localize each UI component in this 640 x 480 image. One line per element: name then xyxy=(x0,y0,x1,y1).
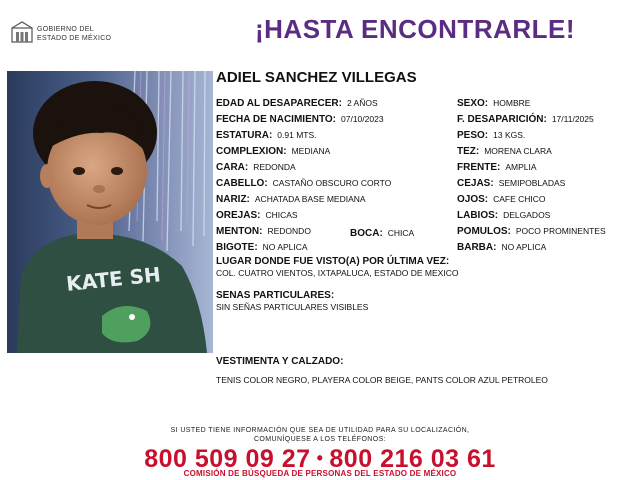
field-estatura: ESTATURA: 0.91 MTS. xyxy=(216,130,317,141)
field-labios: LABIOS: DELGADOS xyxy=(457,210,551,221)
distinguishing-marks-value: SIN SEÑAS PARTICULARES VISIBLES xyxy=(216,302,369,312)
government-logo xyxy=(10,20,120,48)
headline: ¡HASTA ENCONTRARLE! xyxy=(255,14,576,44)
distinguishing-marks-label: SENAS PARTICULARES: xyxy=(216,290,335,301)
commission-name: COMISIÓN DE BÚSQUEDA DE PERSONAS DEL ESTADO DE MÉXICO xyxy=(183,469,457,478)
field-peso: PESO: 13 KGS. xyxy=(457,130,526,141)
field-barba: BARBA: NO APLICA xyxy=(457,242,547,253)
field-orejas: OREJAS: CHICAS xyxy=(216,210,298,221)
state-emblem-icon xyxy=(10,20,34,44)
field-sexo: SEXO: HOMBRE xyxy=(457,98,531,109)
phone-number-1[interactable]: 800 509 09 27 xyxy=(144,445,311,473)
field-bigote: BIGOTE: NO APLICA xyxy=(216,242,308,253)
field-frente: FRENTE: AMPLIA xyxy=(457,162,537,173)
field-fecha-desaparicion: F. DESAPARICIÓN: 17/11/2025 xyxy=(457,114,594,125)
logo-line-1: GOBIERNO DEL xyxy=(37,26,94,33)
field-tez: TEZ: MORENA CLARA xyxy=(457,146,552,157)
shirt-print-text: KATE SH xyxy=(65,262,162,296)
field-cejas: CEJAS: SEMIPOBLADAS xyxy=(457,178,566,189)
clothing-label: VESTIMENTA Y CALZADO: xyxy=(216,356,344,367)
phone-separator: • xyxy=(316,448,324,468)
phone-number-2[interactable]: 800 216 03 61 xyxy=(329,445,496,473)
last-seen-value: COL. CUATRO VIENTOS, IXTAPALUCA, ESTADO DE MEXICO xyxy=(216,268,459,278)
field-edad: EDAD AL DESAPARECER: 2 AÑOS xyxy=(216,98,378,109)
footer-note-line-2: COMUNÍQUESE A LOS TELÉFONOS: xyxy=(253,436,387,443)
person-name: ADIEL SANCHEZ VILLEGAS xyxy=(216,69,417,86)
missing-person-photo xyxy=(7,71,213,353)
footer-note-line-1: SI USTED TIENE INFORMACIÓN QUE SEA DE UTILIDAD PARA SU LOCALIZACIÓN, xyxy=(170,427,470,434)
last-seen-label: LUGAR DONDE FUE VISTO(A) POR ÚLTIMA VEZ: xyxy=(216,256,450,267)
field-complexion: COMPLEXION: MEDIANA xyxy=(216,146,331,157)
field-boca: BOCA: CHICA xyxy=(350,228,415,239)
field-pomulos: POMULOS: POCO PROMINENTES xyxy=(457,226,606,237)
field-cabello: CABELLO: CASTAÑO OBSCURO CORTO xyxy=(216,178,392,189)
field-fecha-nacimiento: FECHA DE NACIMIENTO: 07/10/2023 xyxy=(216,114,384,125)
clothing-value: TENIS COLOR NEGRO, PLAYERA COLOR BEIGE, PANTS COLOR AZUL PETROLEO xyxy=(216,375,548,385)
field-ojos: OJOS: CAFE CHICO xyxy=(457,194,546,205)
field-nariz: NARIZ: ACHATADA BASE MEDIANA xyxy=(216,194,366,205)
field-menton: MENTON: REDONDO xyxy=(216,226,311,237)
logo-line-2: ESTADO DE MÉXICO xyxy=(37,35,112,42)
field-cara: CARA: REDONDA xyxy=(216,162,296,173)
